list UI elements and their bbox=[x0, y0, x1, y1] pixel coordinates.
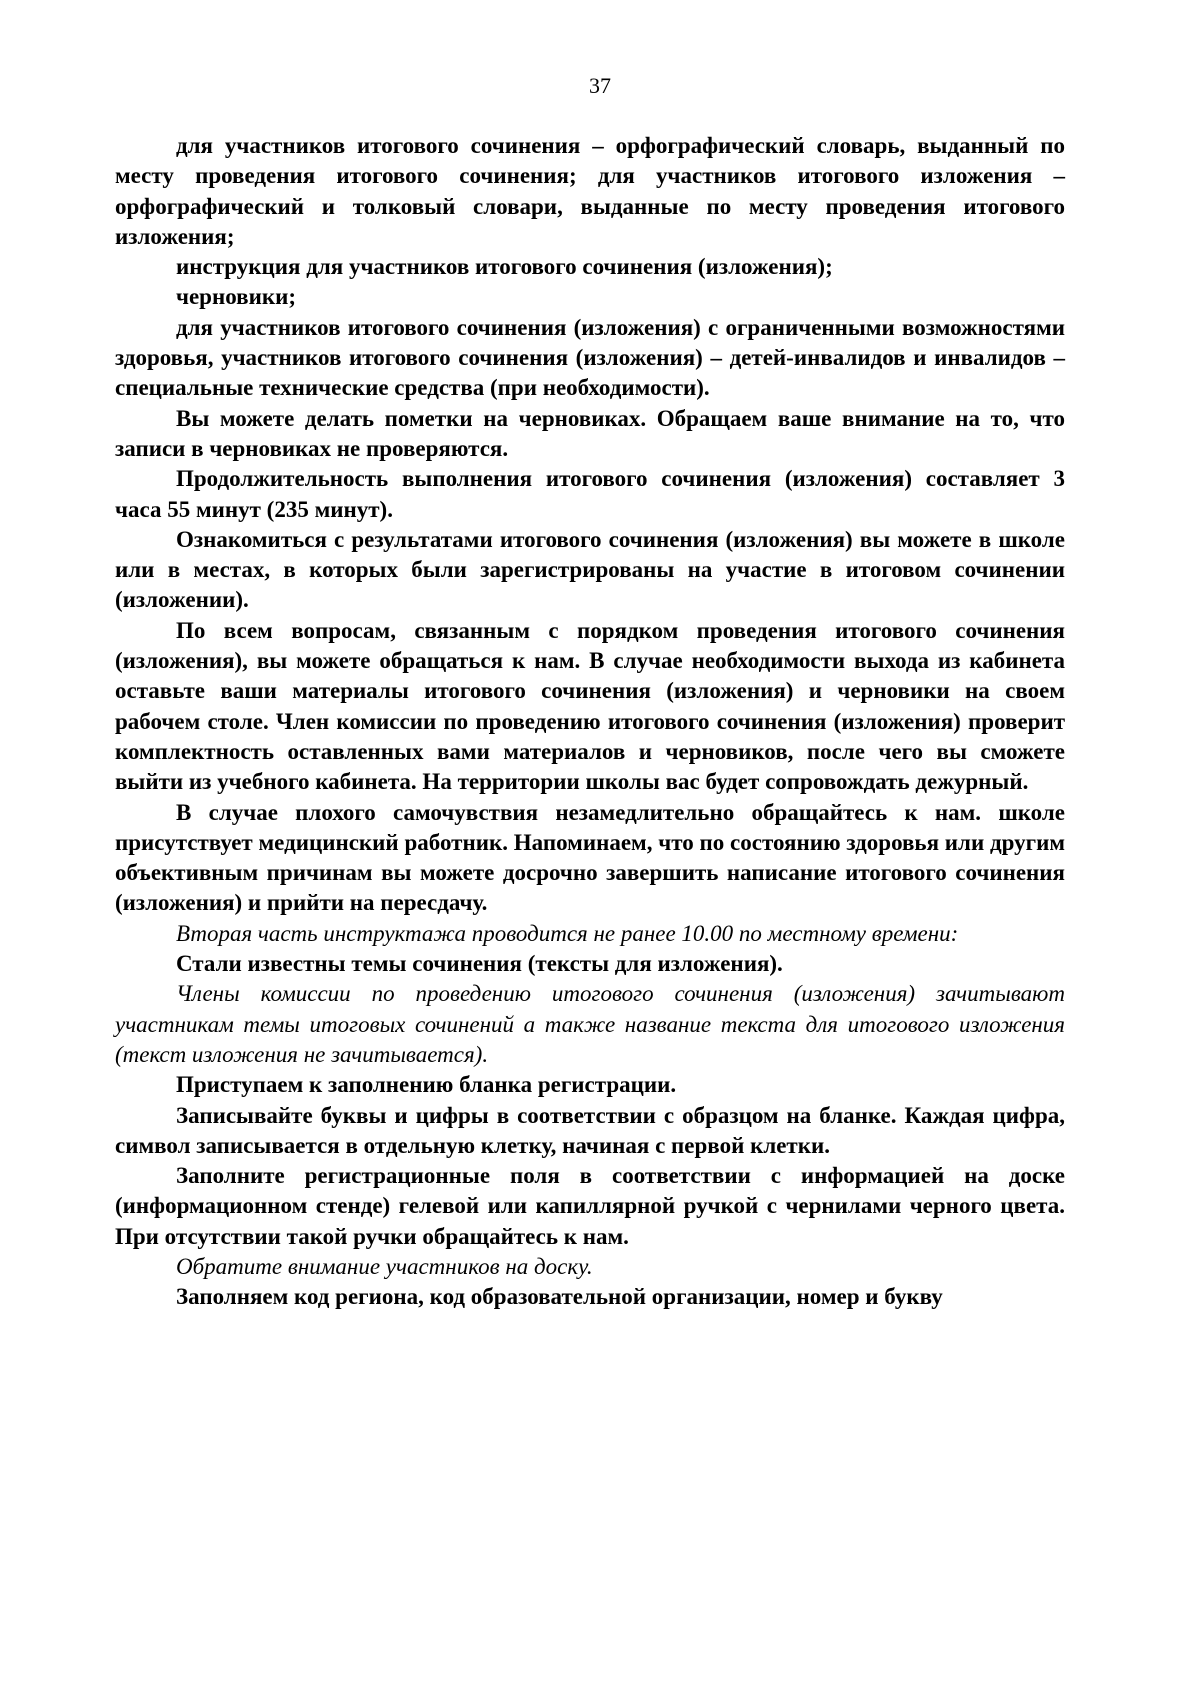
paragraph-board-note: Обратите внимание участников на доску. bbox=[176, 1253, 593, 1279]
paragraph-topics-known: Стали известны темы сочинения (тексты для изложения). bbox=[176, 951, 783, 977]
paragraph-health: В случае плохого самочувствия незамедлительно обращайтесь к нам. школе присутствует медицинский работник. Напоминаем, что по состоянию здоровья или другим объективным причинам вы можете досрочно завершить написание итогового сочинения (изложения) и прийти на пересдачу. bbox=[115, 799, 1065, 916]
paragraph-write-letters: Записывайте буквы и цифры в соответствии с образцом на бланке. Каждая цифра, символ записывается в отдельную клетку, начиная с первой клетки. bbox=[115, 1102, 1065, 1158]
document-body bbox=[115, 131, 1065, 1313]
paragraph-results: Ознакомиться с результатами итогового сочинения (изложения) вы можете в школе или в местах, в которых были зарегистрированы на участие в итоговом сочинении (изложении). bbox=[115, 526, 1065, 613]
paragraph-drafts: черновики; bbox=[176, 284, 296, 310]
paragraph-duration: Продолжительность выполнения итогового сочинения (изложения) составляет 3 часа 55 минут (235 минут). bbox=[115, 466, 1065, 522]
paragraph-region-code: Заполняем код региона, код образовательной организации, номер и букву bbox=[176, 1284, 943, 1310]
paragraph-fill-fields: Заполните регистрационные поля в соответствии с информацией на доске (информационном стенде) гелевой или капиллярной ручкой с чернилами черного цвета. При отсутствии такой ручки обращайтесь к нам. bbox=[115, 1163, 1065, 1249]
paragraph-commission-note: Члены комиссии по проведению итогового сочинения (изложения) зачитывают участникам темы итоговых сочинений а также название текста для итогового изложения (текст изложения не зачитывается). bbox=[115, 981, 1065, 1067]
paragraph-dictionaries: для участников итогового сочинения – орфографический словарь, выданный по месту проведения итогового сочинения; для участников итогового изложения – орфографический и толковый словари, выданные по месту проведения итогового изложения; bbox=[115, 133, 1065, 249]
paragraph-instruction: инструкция для участников итогового сочинения (изложения); bbox=[176, 254, 833, 280]
page-number: 37 bbox=[589, 73, 611, 98]
paragraph-second-part-note: Вторая часть инструктажа проводится не ранее 10.00 по местному времени: bbox=[176, 920, 959, 946]
paragraph-registration-form: Приступаем к заполнению бланка регистрации. bbox=[176, 1072, 677, 1098]
paragraph-questions: По всем вопросам, связанным с порядком проведения итогового сочинения (изложения), вы можете обращаться к нам. В случае необходимости выхода из кабинета оставьте ваши материалы итогового сочинения (изложения) и черновики на своем рабочем столе. Член комиссии по проведению итогового сочинения (изложения) проверит комплектность оставленных вами материалов и черновиков, после чего вы сможете выйти из учебного кабинета. На территории школы вас будет сопровождать дежурный. bbox=[115, 617, 1065, 795]
paragraph-draft-notes: Вы можете делать пометки на черновиках. Обращаем ваше внимание на то, что записи в черновиках не проверяются. bbox=[115, 405, 1065, 461]
paragraph-special-means: для участников итогового сочинения (изложения) с ограниченными возможностями здоровья, участников итогового сочинения (изложения) – детей-инвалидов и инвалидов – специальные технические средства (при необходимости). bbox=[115, 314, 1065, 401]
